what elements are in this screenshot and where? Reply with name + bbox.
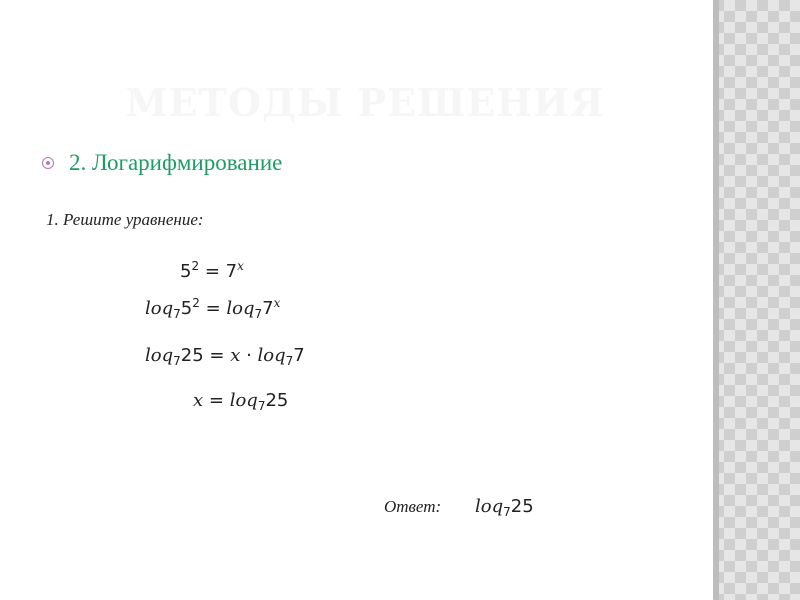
task-statement: 1. Решите уравнение: [46, 210, 204, 229]
answer-label: Ответ: [384, 497, 442, 516]
answer-log: loq [475, 496, 504, 517]
eq2-log2: loq [226, 298, 255, 319]
slide-title: МЕТОДЫ РЕШЕНИЯ [125, 80, 605, 125]
eq4-equals: = [203, 390, 230, 411]
answer-arg: 25 [510, 496, 534, 517]
eq3-sub: 7 [173, 354, 181, 368]
eq2-exp2: x [273, 296, 281, 310]
equation-4 [193, 390, 288, 413]
eq3-var: x [230, 345, 241, 366]
eq3-equals: = [203, 345, 231, 366]
eq4-sub: 7 [257, 399, 266, 413]
equation-1 [180, 259, 244, 282]
eq1-exp: 2 [191, 259, 200, 273]
eq3-arg2: 7 [293, 345, 305, 366]
circle-bullet-icon [42, 157, 54, 169]
eq1-rexp: x [237, 259, 244, 273]
eq4-var: x [193, 390, 204, 411]
equation-2 [145, 296, 280, 321]
eq1-equals: = [199, 261, 226, 282]
eq3-dot: · [240, 345, 258, 366]
eq4-log: loq [229, 390, 258, 411]
answer-sub: 7 [503, 505, 511, 519]
bullet-item [42, 150, 282, 176]
equation-3 [145, 345, 305, 368]
eq2-exp: 2 [192, 296, 200, 310]
eq1-base: 5 [180, 261, 192, 282]
eq3-sub2: 7 [285, 354, 294, 368]
eq3-log2: loq [257, 345, 286, 366]
answer-value [475, 496, 534, 519]
eq2-arg2: 7 [262, 298, 274, 319]
eq2-arg: 5 [180, 298, 193, 319]
eq2-sub2: 7 [254, 307, 263, 321]
eq1-rbase: 7 [225, 261, 238, 282]
eq2-log: loq [145, 298, 174, 319]
bullet-text: 2. Логарифмирование [69, 150, 283, 175]
eq3-log: loq [145, 345, 174, 366]
eq4-arg: 25 [265, 390, 289, 411]
eq3-arg: 25 [180, 345, 204, 366]
eq2-equals: = [199, 298, 227, 319]
decorative-side-panel [713, 0, 800, 600]
eq2-sub: 7 [173, 307, 181, 321]
